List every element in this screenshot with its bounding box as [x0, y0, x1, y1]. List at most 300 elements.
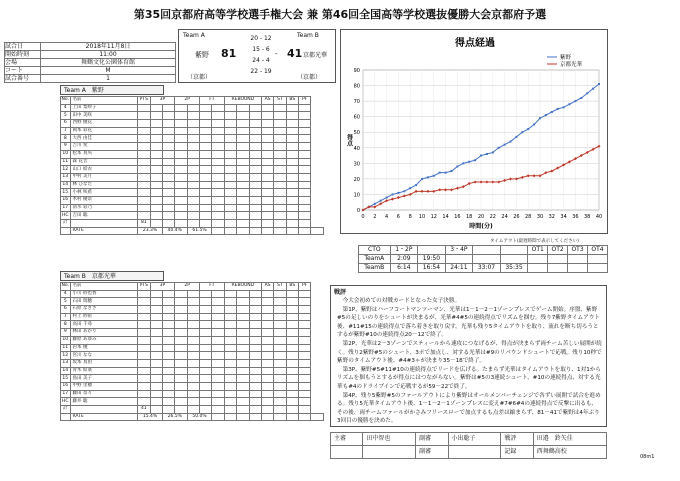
stat-cell [187, 336, 199, 344]
stat-cell [274, 104, 286, 112]
stat-cell [212, 212, 224, 220]
stat-cell [261, 329, 273, 337]
stat-cell [212, 306, 224, 314]
stat-cell [286, 158, 298, 166]
stat-cell [224, 220, 236, 228]
stat-cell [212, 173, 224, 181]
stats-header-cell: 3P [150, 97, 175, 105]
data-point [427, 176, 429, 178]
stat-cell [299, 143, 311, 151]
stat-cell [286, 173, 298, 181]
stat-cell [249, 306, 261, 314]
stat-cell [274, 367, 286, 375]
total-points: 81 [138, 220, 150, 228]
data-point [551, 111, 553, 113]
stat-cell [286, 359, 298, 367]
score-dash: - [275, 50, 278, 58]
stat-cell [175, 150, 187, 158]
timeout-header: OT2 [548, 246, 568, 255]
stat-cell [237, 181, 249, 189]
data-point [598, 83, 600, 85]
y-tick-label: 70 [353, 99, 360, 106]
quarter-score: 22 - 19 [250, 68, 272, 75]
stat-cell [224, 227, 236, 235]
player-number: 15 [62, 375, 69, 381]
team-a-name: 紫野 [195, 51, 209, 59]
stat-cell [249, 166, 261, 174]
stat-cell [237, 406, 249, 414]
stat-cell [224, 390, 236, 398]
stat-cell [224, 313, 236, 321]
player-name: 中野 里穂 [70, 382, 138, 390]
stat-cell [175, 298, 187, 306]
stat-cell [224, 344, 236, 352]
player-row [61, 158, 324, 166]
umpire2-name [448, 446, 501, 459]
stat-cell [138, 321, 150, 329]
stat-cell [175, 158, 187, 166]
stat-cell [175, 313, 187, 321]
stat-cell [299, 329, 311, 337]
stat-cell [200, 212, 212, 220]
timeout-cell [445, 255, 473, 264]
stat-cell [175, 352, 187, 360]
stat-cell [286, 112, 298, 120]
total-label: 計 [61, 406, 71, 414]
player-name: 高田 千尋 [70, 321, 138, 329]
stat-cell [175, 336, 187, 344]
stat-cell [212, 189, 224, 197]
x-tick-label: 34 [560, 214, 567, 220]
info-row [5, 75, 176, 83]
stat-cell [162, 298, 174, 306]
timeout-header: OT4 [588, 246, 608, 255]
stat-cell [162, 220, 174, 228]
player-row [61, 359, 324, 367]
player-row [61, 189, 324, 197]
stat-cell [162, 321, 174, 329]
data-point [563, 106, 565, 108]
stat-cell [249, 120, 261, 128]
stats-header-cell: 2P [175, 283, 200, 291]
stat-cell [237, 212, 249, 220]
data-point [539, 117, 541, 119]
stat-cell [261, 375, 273, 383]
y-tick-label: 50 [353, 130, 360, 137]
timeout-cell: 24:11 [445, 264, 473, 273]
stat-cell [200, 375, 212, 383]
y-tick-label: 30 [353, 161, 360, 168]
stat-cell [224, 413, 236, 421]
stat-cell [299, 382, 311, 390]
stat-cell [286, 181, 298, 189]
stat-cell [187, 398, 199, 406]
stat-cell [138, 204, 150, 212]
stat-cell [237, 158, 249, 166]
team-b-header: Team B 京都光華 [60, 271, 164, 281]
stat-cell [150, 166, 162, 174]
shooting-rate: 26.5% [162, 413, 187, 421]
stat-cell [299, 367, 311, 375]
stat-cell [261, 321, 273, 329]
stat-cell [274, 204, 286, 212]
stat-cell [162, 290, 174, 298]
stat-cell [212, 321, 224, 329]
stat-cell [138, 344, 150, 352]
stat-cell [200, 313, 212, 321]
team-b-label: Team B [297, 32, 319, 39]
data-point [521, 131, 523, 133]
player-name: 森 花音 [70, 158, 138, 166]
coach-name: 吉田 聡 [70, 212, 138, 220]
player-row [61, 352, 324, 360]
stat-cell [150, 158, 162, 166]
rate-label: RATE [70, 227, 138, 235]
stat-cell [162, 104, 174, 112]
x-tick-label: 36 [572, 214, 579, 220]
stat-cell [187, 158, 199, 166]
stat-cell [274, 321, 286, 329]
stat-cell [200, 306, 212, 314]
x-tick-label: 10 [418, 214, 426, 220]
stat-cell [150, 220, 162, 228]
stat-cell [286, 189, 298, 197]
player-name: 中村 美月 [70, 173, 138, 181]
stat-cell [274, 298, 286, 306]
stat-cell [212, 390, 224, 398]
stat-cell [274, 398, 286, 406]
x-tick-label: 20 [477, 214, 485, 220]
timeout-header: OT3 [568, 246, 588, 255]
player-row [61, 336, 324, 344]
stat-cell [187, 166, 199, 174]
stat-cell [224, 367, 236, 375]
stat-cell [286, 150, 298, 158]
stat-cell [261, 290, 273, 298]
stat-cell [187, 104, 199, 112]
stat-cell [249, 150, 261, 158]
stat-cell [150, 375, 162, 383]
stat-cell [150, 382, 162, 390]
stat-cell [299, 212, 311, 220]
stat-cell [200, 390, 212, 398]
stat-cell [299, 181, 311, 189]
player-number: 8 [61, 321, 71, 329]
stat-cell [212, 352, 224, 360]
stat-cell [286, 196, 298, 204]
info-row [5, 67, 176, 75]
stat-cell [274, 143, 286, 151]
stat-cell [162, 382, 174, 390]
player-row [61, 196, 324, 204]
team-a-region: （京都） [187, 74, 212, 81]
stat-cell [261, 196, 273, 204]
stat-cell [187, 313, 199, 321]
stat-cell [249, 204, 261, 212]
stat-cell [150, 367, 162, 375]
shooting-rate: 40.4% [162, 227, 187, 235]
y-tick-label: 0 [356, 208, 360, 214]
stat-cell [261, 104, 273, 112]
stat-cell [175, 196, 187, 204]
quarter-score: 20 - 12 [250, 35, 272, 42]
stat-cell [274, 375, 286, 383]
stat-cell [200, 367, 212, 375]
player-name: 石田 瑞穂 [70, 298, 138, 306]
stat-cell [150, 189, 162, 197]
stat-cell [138, 306, 150, 314]
stat-cell [187, 173, 199, 181]
stats-header-cell: REBOUND [224, 97, 261, 105]
info-row [5, 59, 176, 67]
stat-cell [237, 104, 249, 112]
stat-cell [187, 306, 199, 314]
stat-cell [286, 227, 298, 235]
stat-cell [274, 390, 286, 398]
stat-cell [187, 375, 199, 383]
player-number: 5 [61, 112, 71, 120]
player-row [61, 382, 324, 390]
stat-cell [212, 367, 224, 375]
stat-cell [237, 375, 249, 383]
stat-cell [274, 359, 286, 367]
stat-cell [175, 290, 187, 298]
y-tick-label: 10 [353, 192, 360, 199]
team-b-name: 京都光華 [303, 52, 328, 59]
stat-cell [237, 196, 249, 204]
stat-cell [150, 344, 162, 352]
x-tick-label: 16 [454, 214, 461, 220]
stat-cell [187, 390, 199, 398]
stat-cell [261, 390, 273, 398]
data-point [569, 103, 571, 105]
rate-row [61, 413, 324, 421]
stat-cell [224, 135, 236, 143]
stat-cell [224, 382, 236, 390]
stat-cell [162, 212, 174, 220]
stat-cell [249, 196, 261, 204]
stat-cell [249, 352, 261, 360]
stat-cell [175, 321, 187, 329]
stat-cell [187, 406, 199, 414]
stat-cell [175, 390, 187, 398]
stat-cell [187, 344, 199, 352]
data-point [468, 161, 470, 163]
stat-cell [286, 127, 298, 135]
stat-cell [286, 143, 298, 151]
stat-cell [162, 150, 174, 158]
stat-cell [212, 406, 224, 414]
stat-cell [187, 120, 199, 128]
timeout-team: TeamA [359, 255, 391, 264]
stat-cell [212, 413, 224, 421]
stat-cell [187, 290, 199, 298]
stat-cell [286, 336, 298, 344]
stat-cell [212, 336, 224, 344]
stat-cell [249, 181, 261, 189]
player-number: 11 [62, 158, 69, 164]
player-number: 17 [62, 204, 69, 210]
player-row [61, 204, 324, 212]
stat-cell [299, 321, 311, 329]
stat-cell [150, 390, 162, 398]
stat-cell [162, 367, 174, 375]
stat-cell [200, 406, 212, 414]
umpire1-label: 副審 [416, 433, 448, 446]
stat-cell [175, 135, 187, 143]
data-point [392, 193, 394, 195]
rate-row [61, 227, 324, 235]
stat-cell [261, 143, 273, 151]
coach-row [61, 398, 324, 406]
timeout-header [473, 246, 501, 255]
stat-cell [162, 166, 174, 174]
player-number: 13 [62, 174, 69, 180]
stat-cell [187, 204, 199, 212]
y-axis-label: 得点 [345, 134, 353, 146]
stat-cell [200, 150, 212, 158]
y-tick-label: 20 [353, 176, 360, 183]
stat-cell [237, 390, 249, 398]
stat-cell [274, 382, 286, 390]
stat-cell [249, 313, 261, 321]
info-label: コート [5, 67, 41, 75]
stat-cell [249, 135, 261, 143]
x-tick-label: 8 [408, 214, 412, 220]
stat-cell [212, 290, 224, 298]
stat-cell [237, 352, 249, 360]
stat-cell [261, 359, 273, 367]
data-point [586, 92, 588, 94]
stat-cell [249, 329, 261, 337]
stat-cell [138, 150, 150, 158]
stat-cell [261, 158, 273, 166]
player-number: 7 [61, 127, 71, 135]
stat-cell [274, 336, 286, 344]
stat-cell [187, 352, 199, 360]
x-tick-label: 6 [396, 214, 400, 220]
player-number: 5 [61, 298, 71, 306]
stat-cell [175, 344, 187, 352]
stat-cell [237, 220, 249, 228]
stat-cell [138, 120, 150, 128]
stat-cell [200, 382, 212, 390]
stat-cell [187, 382, 199, 390]
info-value: 1 [41, 75, 176, 83]
stat-cell [150, 181, 162, 189]
quarter-score: 15 - 6 [252, 46, 270, 53]
stat-cell [224, 204, 236, 212]
stat-cell [162, 135, 174, 143]
timeout-team: TeamB [359, 264, 391, 273]
player-row [61, 306, 324, 314]
stat-cell [286, 166, 298, 174]
stat-cell [237, 359, 249, 367]
stat-cell [249, 406, 261, 414]
stat-cell [224, 150, 236, 158]
stat-cell [286, 352, 298, 360]
shooting-rate: 61.5% [187, 227, 212, 235]
stat-cell [261, 313, 273, 321]
stat-cell [249, 367, 261, 375]
stat-cell [261, 150, 273, 158]
stat-cell [212, 181, 224, 189]
stat-cell [249, 344, 261, 352]
stat-cell [200, 359, 212, 367]
stat-cell [299, 336, 311, 344]
coach-row [61, 212, 324, 220]
recorder-name: 西舞鶴高校 [533, 446, 606, 459]
stat-cell [150, 120, 162, 128]
stat-cell [175, 329, 187, 337]
stat-cell [261, 204, 273, 212]
stat-cell [286, 375, 298, 383]
x-tick-label: 4 [385, 214, 389, 220]
total-blank [70, 220, 138, 228]
stats-header-cell: ST [274, 283, 286, 291]
stat-cell [286, 220, 298, 228]
timeout-header-row [359, 246, 608, 255]
stat-cell [175, 367, 187, 375]
stat-cell [249, 158, 261, 166]
stat-cell [299, 173, 311, 181]
stat-cell [237, 290, 249, 298]
legend-label: 紫野 [560, 55, 572, 61]
timeout-header: OT1 [528, 246, 548, 255]
stat-cell [138, 329, 150, 337]
timeout-cell [528, 255, 548, 264]
player-number: 4 [61, 104, 71, 112]
stat-cell [187, 127, 199, 135]
data-point [380, 200, 382, 202]
stat-cell [286, 367, 298, 375]
stat-cell [237, 367, 249, 375]
total-label: 計 [61, 220, 71, 228]
stats-header-cell: No. [61, 97, 70, 103]
stats-header-cell: 2P [175, 97, 200, 105]
stat-cell [286, 413, 298, 421]
stat-cell [274, 166, 286, 174]
stat-cell [200, 104, 212, 112]
stat-cell [138, 390, 150, 398]
stat-cell [187, 298, 199, 306]
total-points: 41 [138, 406, 150, 414]
player-row [61, 298, 324, 306]
stat-cell [212, 135, 224, 143]
stat-cell [249, 143, 261, 151]
referee-label: 主審 [331, 433, 363, 446]
stat-cell [224, 359, 236, 367]
stat-cell [212, 158, 224, 166]
stat-cell [249, 413, 261, 421]
stat-cell [138, 298, 150, 306]
stat-cell [138, 189, 150, 197]
stat-cell [249, 227, 261, 235]
info-label: 開始時刻 [5, 51, 41, 59]
stat-cell [286, 298, 298, 306]
stat-cell [261, 298, 273, 306]
stat-cell [274, 173, 286, 181]
stat-cell [187, 135, 199, 143]
team-a-header: Team A 紫野 [60, 85, 164, 95]
stat-cell [212, 150, 224, 158]
stat-cell [249, 321, 261, 329]
stat-cell [286, 212, 298, 220]
stat-cell [175, 173, 187, 181]
stat-cell [299, 150, 311, 158]
stat-cell [212, 329, 224, 337]
info-value: 2018年11月8日 [41, 43, 176, 51]
